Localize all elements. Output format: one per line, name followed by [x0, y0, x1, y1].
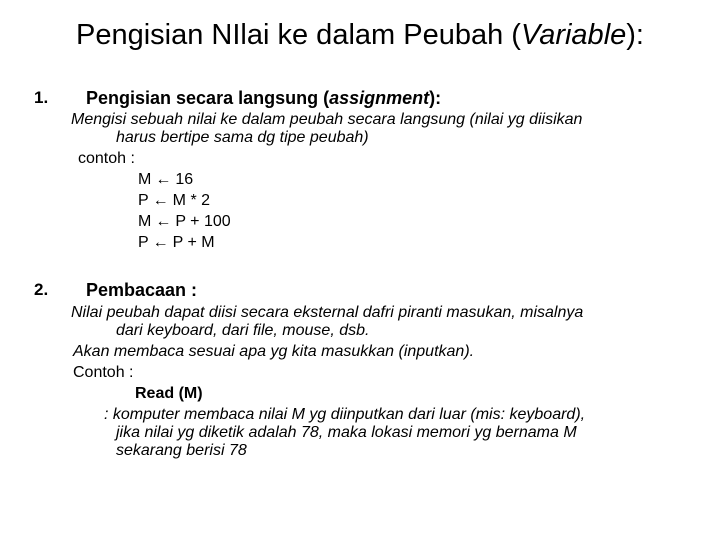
assignment-example — [138, 170, 193, 190]
slide-title — [0, 17, 720, 53]
section2-explain-line2: jika nilai yg diketik adalah 78, maka lokasi memori yg bernama M — [116, 424, 577, 441]
section1-number: 1. — [34, 88, 49, 107]
section2-explain-line1: : komputer membaca nilai M yg diinputkan dari luar (mis: keyboard), — [104, 406, 586, 423]
section2-heading: Pembacaan : — [86, 280, 198, 300]
left-arrow-icon: ← — [155, 171, 172, 188]
assignment-rhs: 16 — [175, 171, 194, 188]
section1-desc-line2: harus bertipe sama dg tipe peubah) — [116, 129, 369, 146]
left-arrow-icon: ← — [152, 192, 169, 209]
section1-example-label: contoh : — [78, 150, 135, 167]
section1-heading-suffix: ): — [429, 88, 442, 108]
section2-example-label: Contoh : — [73, 364, 134, 381]
slide-title-prefix: Pengisian NIlai ke dalam Peubah ( — [76, 19, 521, 51]
slide-title-italic: Variable — [520, 19, 627, 51]
assignment-rhs: P + 100 — [175, 213, 231, 230]
assignment-lhs: P — [138, 234, 149, 251]
assignment-lhs: P — [138, 192, 149, 209]
section1-desc-line1: Mengisi sebuah nilai ke dalam peubah secara langsung (nilai yg diisikan — [71, 111, 583, 128]
assignment-lhs: M — [138, 171, 152, 188]
assignment-rhs: M * 2 — [172, 192, 211, 209]
section1-heading — [86, 88, 441, 108]
left-arrow-icon: ← — [152, 234, 169, 251]
assignment-example — [138, 191, 210, 211]
read-statement: Read (M) — [135, 385, 203, 402]
assignment-lhs: M — [138, 213, 152, 230]
assignment-example — [138, 212, 231, 232]
slide-title-suffix: ): — [626, 19, 644, 51]
section2-number: 2. — [34, 280, 49, 299]
section2-desc-line3: Akan membaca sesuai apa yg kita masukkan (inputkan). — [73, 343, 475, 360]
section2-desc-line2: dari keyboard, dari file, mouse, dsb. — [116, 322, 370, 339]
section2-explain-line3: sekarang berisi 78 — [116, 442, 247, 459]
section1-heading-prefix: Pengisian secara langsung ( — [86, 88, 330, 108]
section1-heading-italic: assignment — [329, 88, 430, 108]
left-arrow-icon: ← — [155, 213, 172, 230]
assignment-rhs: P + M — [172, 234, 215, 251]
section2-desc-line1: Nilai peubah dapat diisi secara eksternal dafri piranti masukan, misalnya — [71, 304, 584, 321]
assignment-example — [138, 233, 215, 253]
